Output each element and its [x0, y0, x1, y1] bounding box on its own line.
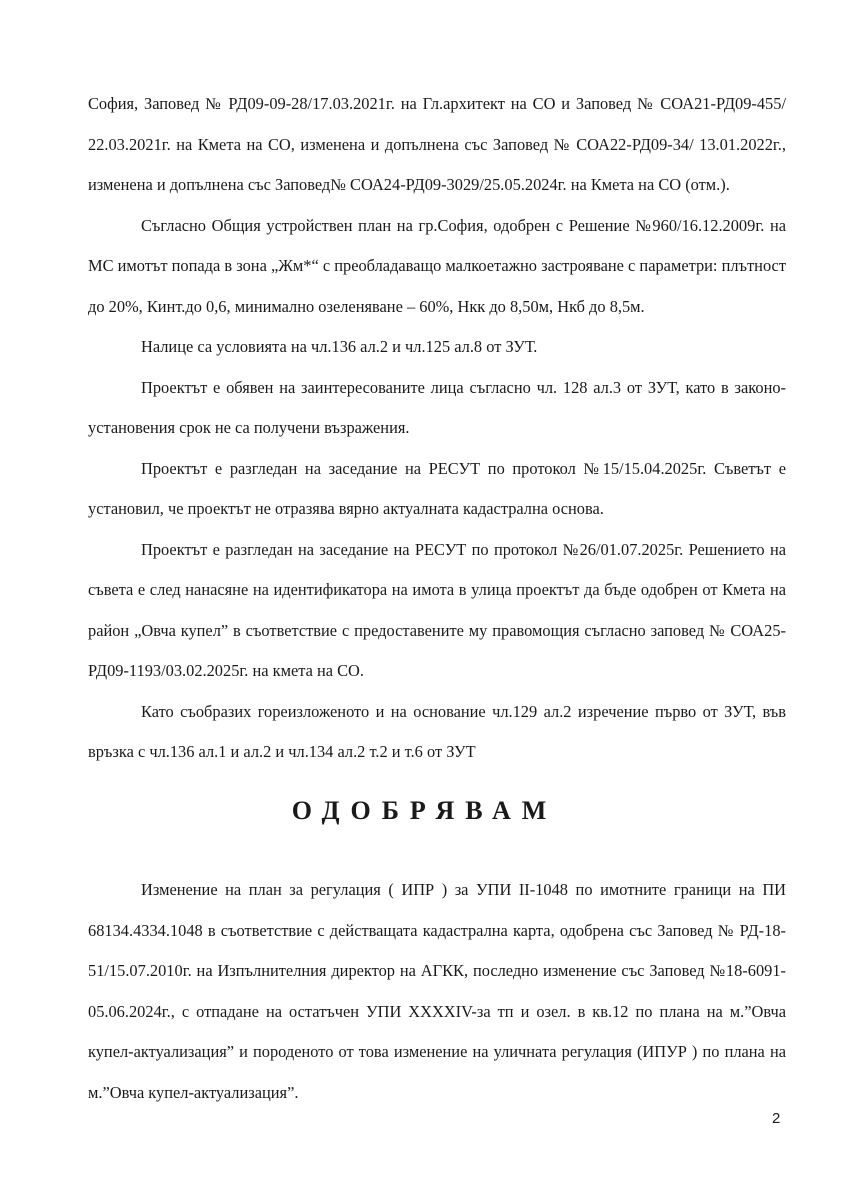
paragraph-resut-protocol-15: Проектът е разгледан на заседание на РЕСУТ по протокол №15/15.04.2025г. Съветът е установил, че проектът не отразява вярно актуалната кадастрална основа.: [88, 458, 786, 518]
paragraph-general-plan: Съгласно Общия устройствен план на гр.София, одобрен с Решение №960/16.12.2009г. на МС имотът попада в зона „Жм*“ с преобладаващо малкоетажно застрояване с параметри: плътност до 20%, Кинт.до 0,6, минимално озеленяване – 60%, Нкк до 8,50м, Нкб до 8,5м.: [88, 215, 786, 316]
paragraph-continuation: София, Заповед № РД09-09-28/17.03.2021г. на Гл.архитект на СО и Заповед № СОА21-РД09-455/ 22.03.2021г. на Кмета на СО, изменена и допълнена със Заповед № СОА22-РД09-34/ 13.01.2022г., изменена и допълнена със Заповед№ СОА24-РД09-3029/25.05.2024г. на Кмета на СО (отм.).: [88, 94, 786, 194]
paragraph-announcement: Проектът е обявен на заинтересованите лица съгласно чл. 128 ал.3 от ЗУТ, като в законо- установения срок не са получени възражения.: [88, 377, 786, 437]
body-text-before-heading: [88, 84, 786, 773]
paragraph-legal-basis: Като съобразих гореизложеното и на основание чл.129 ал.2 изречение първо от ЗУТ, във връзка с чл.136 ал.1 и ал.2 и чл.134 ал.2 т.2 и т.6 от ЗУТ: [88, 701, 786, 761]
page-number: 2: [772, 1110, 781, 1127]
approval-heading: ОДОБРЯВАМ: [291, 796, 558, 825]
paragraph-resut-protocol-26: Проектът е разгледан на заседание на РЕСУТ по протокол №26/01.07.2025г. Решението на съвета е след нанасяне на идентификатора на имота в улица проектът да бъде одобрен от Кмета на район „Овча купел” в съответствие с предоставените му правомощия съгласно заповед № СОА25-РД09-1193/03.02.2025г. на кмета на СО.: [88, 539, 786, 680]
body-text-after-heading: [88, 870, 786, 1113]
paragraph-approved-change: Изменение на план за регулация ( ИПР ) за УПИ II-1048 по имотните граници на ПИ 68134.4334.1048 в съответствие с действащата кадастрална карта, одобрена със Заповед № РД-18-51/15.07.2010г. на Изпълнителния директор на АГКК, последно изменение със Заповед №18-6091-05.06.2024г., с отпадане на остатъчен УПИ XXXXIV-за тп и озел. в кв.12 по плана на м.”Овча купел-актуализация” и породеното от това изменение на уличната регулация (ИПУР ) по плана на м.”Овча купел-актуализация”.: [88, 880, 786, 1102]
paragraph-conditions: Налице са условията на чл.136 ал.2 и чл.125 ал.8 от ЗУТ.: [141, 337, 538, 356]
